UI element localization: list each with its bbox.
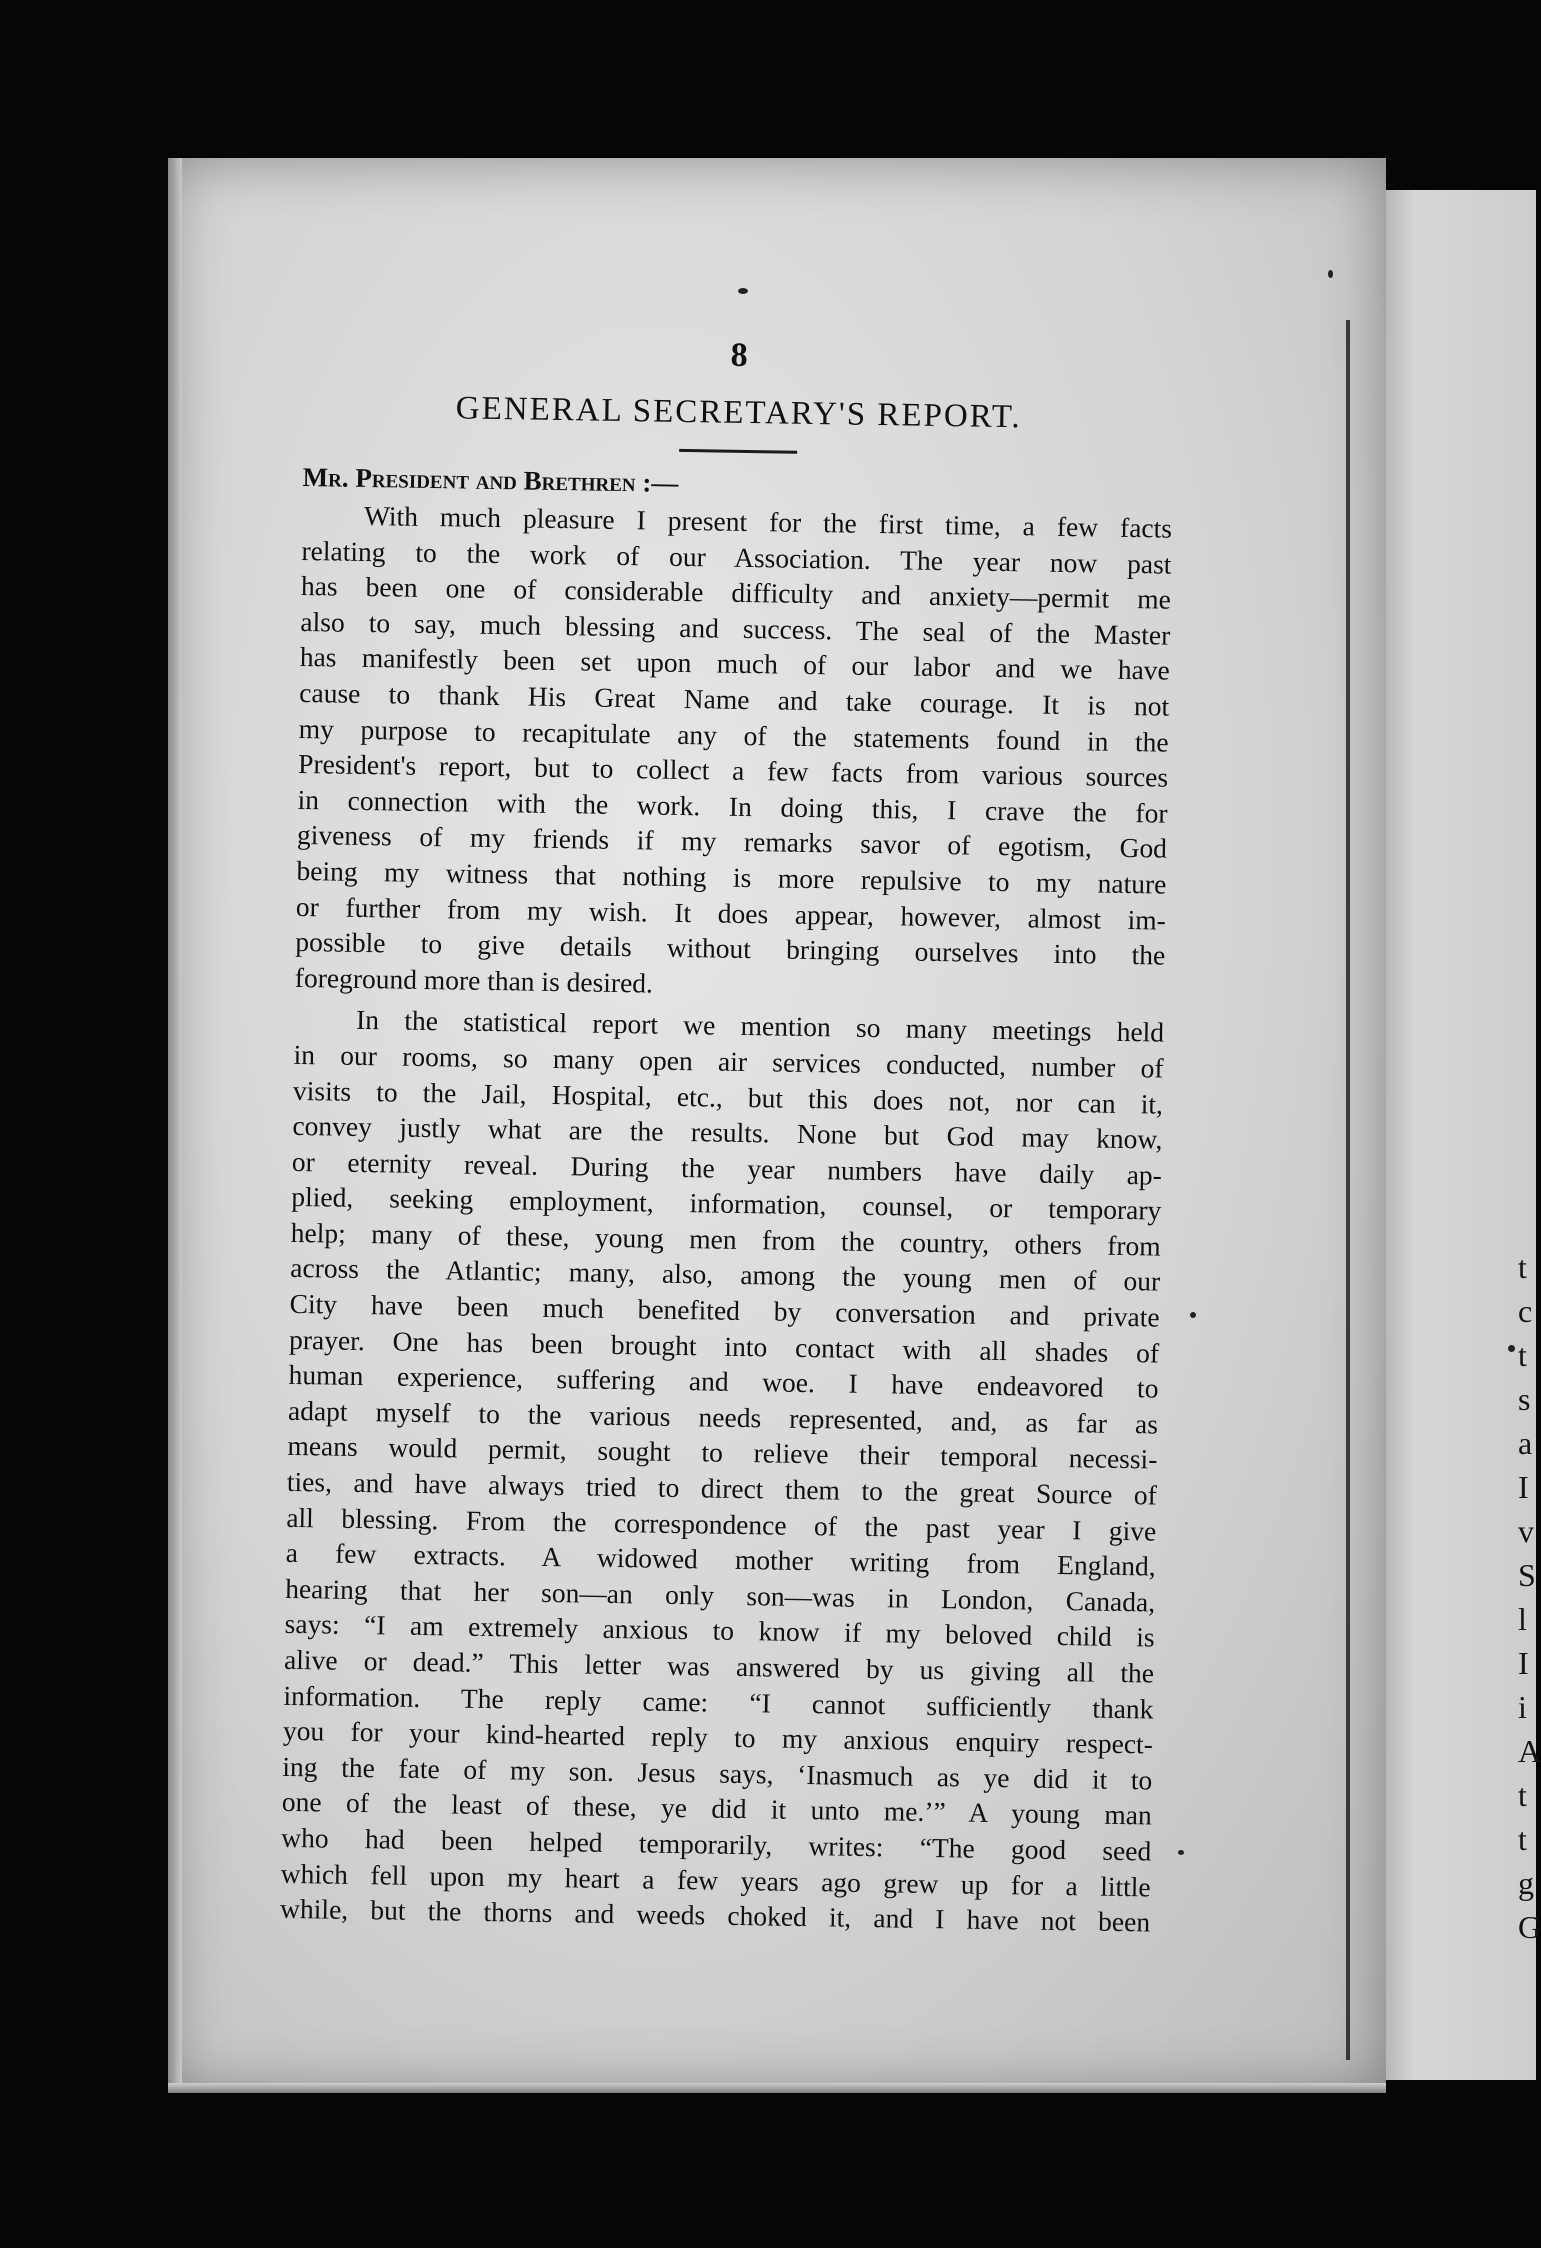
title-rule: [679, 449, 797, 454]
text-line: my purpose to recapitulate any of the statements found in the: [298, 712, 1169, 758]
text-line: hearing that her son—an only son—was in London, Canada,: [284, 1572, 1156, 1618]
scan-speck: [1508, 1345, 1515, 1352]
text-line: adapt myself to the various needs represented, and, as far as: [287, 1394, 1159, 1440]
next-page-fragment: i: [1518, 1689, 1527, 1725]
scan-speck: [738, 288, 748, 294]
page-bottom-edge: [168, 2083, 1386, 2093]
next-page-fragment: I: [1518, 1645, 1529, 1681]
text-line: In the statistical report we mention so many meetings held: [355, 1004, 1165, 1048]
report-text-block: [280, 330, 1175, 1940]
text-line: has been one of considerable difficulty and anxiety—permit me: [300, 570, 1172, 615]
next-page-fragment: c: [1518, 1293, 1533, 1329]
paragraph: [295, 497, 1173, 1009]
text-line: ing the fate of my son. Jesus says, ‘Inasmuch as ye did it to: [282, 1750, 1153, 1796]
next-page-fragment: g: [1518, 1865, 1534, 1901]
scan-speck: [1328, 270, 1333, 278]
next-page-fragment: a: [1518, 1425, 1533, 1461]
text-line: giveness of my friends if my remarks savor of egotism, God: [296, 819, 1168, 864]
scan-speck: [1190, 1312, 1196, 1318]
next-page-fragment: t: [1518, 1821, 1527, 1857]
next-page-text-fragments: [1518, 1245, 1541, 1949]
text-line: you for your kind-hearted reply to my anxious enquiry respect-: [282, 1715, 1154, 1760]
next-page-fragment: t: [1518, 1249, 1527, 1285]
next-page-fragment: t: [1518, 1337, 1527, 1373]
text-line: With much pleasure I present for the first time, a few facts: [363, 499, 1173, 544]
next-page-fragment: v: [1518, 1513, 1534, 1549]
text-line: help; many of these, young men from the country, others from: [290, 1216, 1161, 1262]
text-line: relating to the work of our Association. The year now past: [301, 534, 1172, 580]
text-line: human experience, suffering and woe. I have endeavored to: [288, 1359, 1159, 1404]
next-page-fragment: A: [1518, 1733, 1541, 1769]
text-line: while, but the thorns and weeds choked it, and I have not been: [279, 1892, 1151, 1938]
text-line: who had been helped temporarily, writes: “The good seed: [281, 1821, 1152, 1867]
text-line: President's report, but to collect a few facts from various sources: [297, 748, 1169, 793]
text-line: or eternity reveal. During the year numbers have daily ap-: [291, 1145, 1163, 1191]
text-line: all blessing. From the correspondence of the past year I give: [286, 1501, 1157, 1547]
text-line: foreground more than is desired.: [294, 961, 654, 999]
text-line: cause to thank His Great Name and take courage. It is not: [299, 676, 1170, 722]
report-body: [280, 497, 1172, 1940]
text-line: in connection with the work. In doing this, I crave the for: [297, 783, 1168, 829]
scan-speck: [1178, 1850, 1184, 1855]
salutation: Mr. President and Brethren :—: [302, 461, 679, 498]
page-number: 8: [730, 336, 749, 374]
text-line: alive or dead.” This letter was answered by us giving all the: [283, 1643, 1155, 1689]
next-page-sliver: [1386, 190, 1541, 2080]
text-line: being my witness that nothing is more repulsive to my nature: [296, 854, 1167, 900]
text-line: which fell upon my heart a few years ago grew up for a little: [280, 1857, 1151, 1903]
text-line: plied, seeking employment, information, counsel, or temporary: [291, 1181, 1162, 1226]
text-line: means would permit, sought to relieve their temporal necessi-: [287, 1430, 1158, 1475]
text-line: possible to give details without bringing ourselves into the: [295, 926, 1166, 971]
report-title: GENERAL SECRETARY'S REPORT.: [455, 390, 1022, 436]
next-page-fragment: s: [1518, 1381, 1531, 1417]
text-line: convey justly what are the results. None but God may know,: [292, 1109, 1163, 1155]
text-line: City have been much benefited by conversation and private: [289, 1287, 1160, 1333]
next-page-fragment: l: [1518, 1601, 1527, 1637]
text-line: information. The reply came: “I cannot sufficiently thank: [283, 1679, 1154, 1725]
text-line: visits to the Jail, Hospital, etc., but this does not, nor can it,: [292, 1074, 1164, 1120]
paragraph: [280, 1001, 1164, 1940]
text-line: or further from my wish. It does appear, however, almost im-: [295, 890, 1167, 936]
text-line: prayer. One has been brought into contact with all shades of: [288, 1323, 1160, 1369]
next-page-fragment: I: [1518, 1469, 1529, 1505]
text-line: ties, and have always tried to direct them to the great Source of: [286, 1465, 1158, 1511]
text-line: in our rooms, so many open air services conducted, number of: [293, 1038, 1164, 1084]
next-page-fragment: S: [1518, 1557, 1536, 1593]
text-line: a few extracts. A widowed mother writing from England,: [285, 1537, 1156, 1582]
text-line: has manifestly been set upon much of our labor and we have: [299, 641, 1171, 686]
next-page-fragment: t: [1518, 1777, 1527, 1813]
page-fold-line: [1346, 320, 1350, 2060]
text-line: across the Atlantic; many, also, among the young men of our: [290, 1252, 1161, 1298]
next-page-fragment: G: [1518, 1909, 1541, 1945]
text-line: also to say, much blessing and success. The seal of the Master: [300, 605, 1171, 651]
text-line: says: “I am extremely anxious to know if my beloved child is: [284, 1608, 1155, 1653]
text-line: one of the least of these, ye did it unto me.’” A young man: [281, 1786, 1153, 1831]
page-left-edge: [168, 158, 182, 2093]
